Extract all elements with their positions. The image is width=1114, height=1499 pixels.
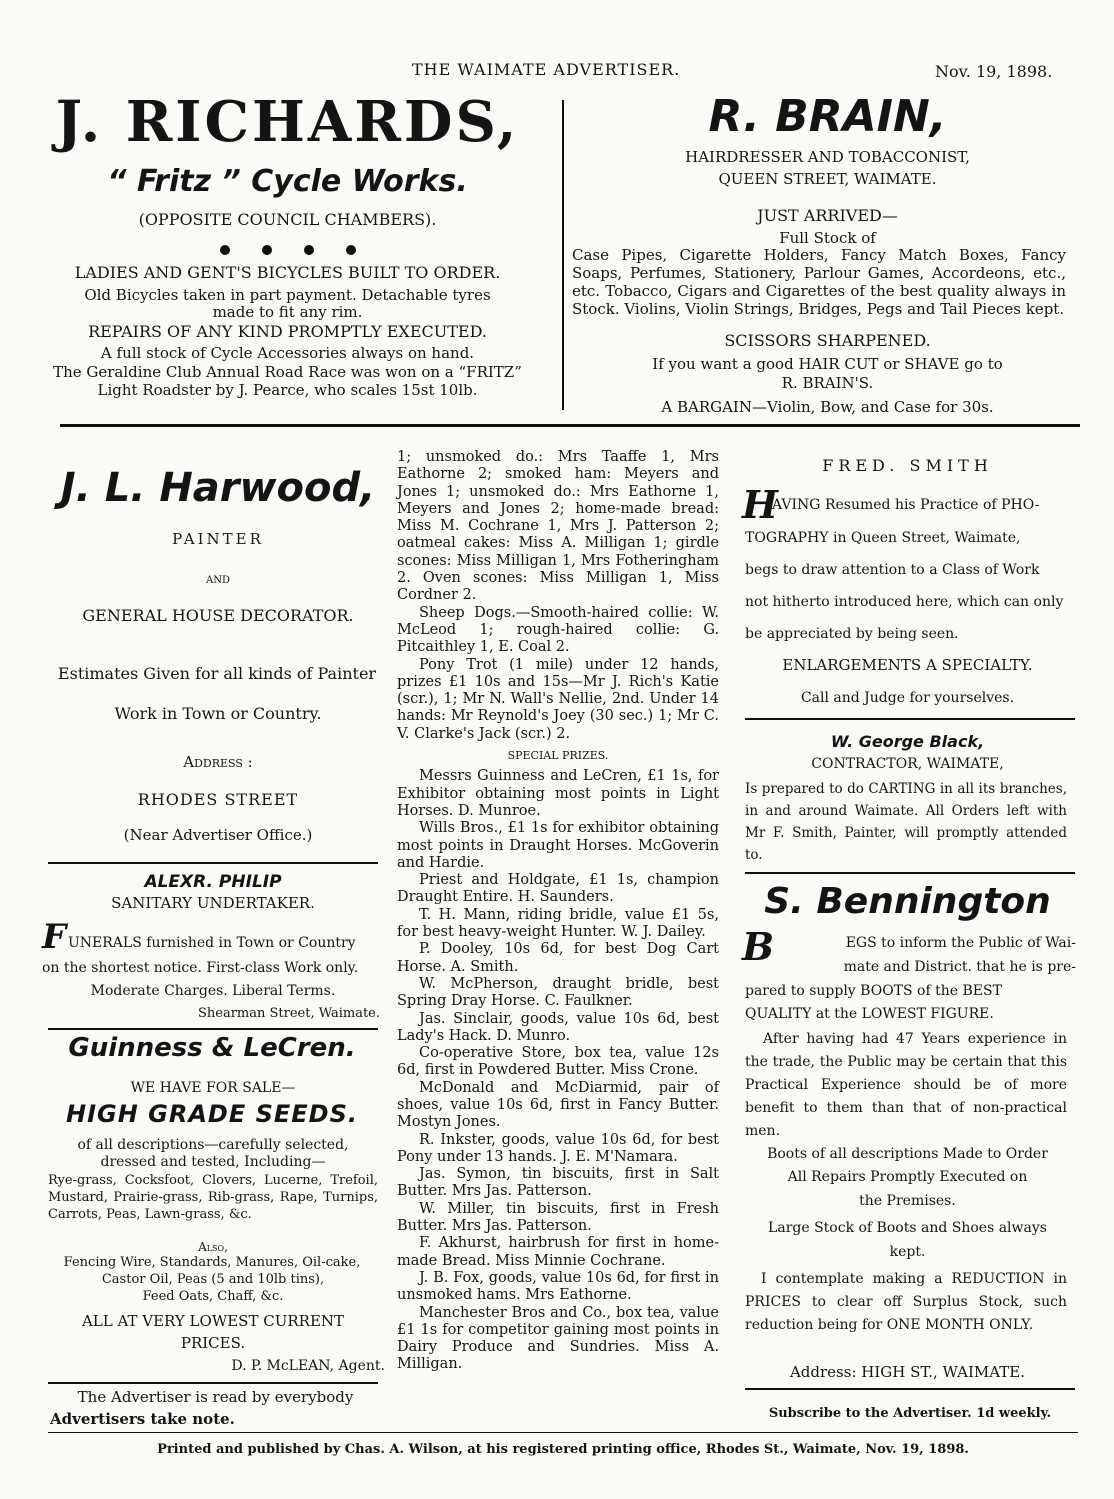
prize-para-pony-trot: Pony Trot (1 mile) under 12 hands, prizes £1 10s and 15s—Mr J. Rich's Katie (scr.), 1; Mr N. Wall's Nellie, 2nd. Under 14 hands: Mr Reynold's Joey (30 sec.) 1; Mr C. V. Clarke's Jack (scr.) 2. — [397, 656, 719, 742]
footer-rule — [48, 1432, 1078, 1433]
black-body: Is prepared to do CARTING in all its branches, in and around Waimate. All Orders left with Mr F. Smith, Painter, will promptly attended to. — [745, 781, 1067, 863]
richards-line3: made to fit any rim. — [212, 303, 363, 321]
harwood-and: AND — [206, 575, 230, 586]
richards-line7: Light Roadster by J. Pearce, who scales 15st 10lb. — [97, 381, 478, 399]
richards-ornament — [20, 240, 555, 259]
masthead-title: THE WAIMATE ADVERTISER. — [412, 60, 681, 79]
brain-haircut-line1: If you want a good HAIR CUT or SHAVE go to — [652, 355, 1003, 373]
rule-bennington — [745, 1388, 1075, 1390]
special-prize-3: Priest and Holdgate, £1 1s, champion Draught Entire. H. Saunders. — [397, 872, 719, 906]
bennington-reduction: I contemplate making a REDUCTION in PRICES to clear off Surplus Stock, such reduction being for ONE MONTH ONLY. — [745, 1271, 1067, 1333]
bennington-boots-line1: Boots of all descriptions Made to Order — [767, 1146, 1048, 1162]
guinness-fencing-line3: Feed Oats, Chaff, &c. — [142, 1289, 284, 1304]
bennington-intro-line2: mate and District. that he is pre- — [843, 959, 1076, 975]
special-prize-7: Jas. Sinclair, goods, value 10s 6d, best Lady's Hack. D. Munro. — [397, 1010, 719, 1044]
smith-name: FRED. SMITH — [822, 456, 993, 475]
column-divider-top — [562, 100, 564, 410]
smith-dropcap: H — [742, 482, 778, 527]
brain-stock-list: Case Pipes, Cigarette Holders, Fancy Match Boxes, Fancy Soaps, Perfumes, Stationery, Parlour Games, Accordeons, etc., etc. Tobacco, Cigars and Cigarettes of the best quality always in Stock. Violins, Violin Strings, Bridges, Pegs and Tail Pieces kept. — [572, 246, 1066, 318]
bennington-stock-line2: kept. — [889, 1244, 926, 1260]
special-prize-11: Jas. Symon, tin biscuits, first in Salt Butter. Mrs Jas. Patterson. — [397, 1166, 719, 1200]
special-prize-13: F. Akhurst, hairbrush for first in home-made Bread. Miss Minnie Cochrane. — [397, 1235, 719, 1269]
rule-smith — [745, 718, 1075, 720]
special-prize-14: J. B. Fox, goods, value 10s 6d, for first in unsmoked hams. Mrs Eathorne. — [397, 1269, 719, 1304]
guinness-seed-list: Rye-grass, Cocksfoot, Clovers, Lucerne, Trefoil, Mustard, Prairie-grass, Rib-grass, Rape, Turnips, Carrots, Peas, Lawn-grass, &c. — [48, 1173, 378, 1222]
special-prize-1: Messrs Guinness and LeCren, £1 1s, for Exhibitor obtaining most points in Light Horses. D. Munroe. — [397, 768, 719, 819]
special-prize-4: T. H. Mann, riding bridle, value £1 5s, for best heavy-weight Hunter. W. J. Dailey. — [397, 906, 719, 941]
brain-arrived: JUST ARRIVED— — [757, 206, 898, 225]
special-prize-6: W. McPherson, draught bridle, best Spring Dray Horse. C. Faulkner. — [397, 975, 719, 1010]
philip-line1: UNERALS furnished in Town or Country — [68, 935, 356, 951]
special-prize-10: R. Inkster, goods, value 10s 6d, for best Pony under 13 hands. J. E. M'Namara. — [397, 1131, 719, 1165]
black-trade: CONTRACTOR, WAIMATE, — [811, 756, 1004, 772]
special-prize-8: Co-operative Store, box tea, value 12s 6d, first in Powdered Butter. Miss Crone. — [397, 1045, 719, 1079]
special-prize-15: Manchester Bros and Co., box tea, value £1 1s for competitor gaining most points in Dairy Produce and Sundries. Miss A. Milligan. — [397, 1304, 719, 1373]
smith-enlargements: ENLARGEMENTS A SPECIALTY. — [782, 656, 1033, 674]
philip-line4: Shearman Street, Waimate. — [197, 1006, 380, 1021]
guinness-also: Also, — [198, 1240, 228, 1254]
rule-harwood — [48, 862, 378, 864]
advertiser-note-line2: Advertisers take note. — [50, 1410, 235, 1428]
special-prizes-heading: SPECIAL PRIZES. — [507, 749, 609, 763]
brain-scissors: SCISSORS SHARPENED. — [724, 331, 931, 350]
bennington-stock-line1: Large Stock of Boots and Shoes always — [768, 1220, 1047, 1236]
black-name: W. George Black, — [830, 732, 985, 751]
special-prize-2: Wills Bros., £1 1s for exhibitor obtaining most points in Draught Horses. McGoverin and Hardie. — [397, 820, 719, 871]
bennington-address: Address: HIGH ST., WAIMATE. — [789, 1363, 1026, 1381]
philip-trade: SANITARY UNDERTAKER. — [111, 894, 315, 912]
bennington-intro-line3: pared to supply BOOTS of the BEST — [745, 983, 1002, 999]
harwood-estimates-line1: Estimates Given for all kinds of Painter — [57, 664, 377, 683]
bennington-boots-line3: the Premises. — [859, 1193, 956, 1209]
prize-list — [397, 449, 719, 1374]
brain-full-stock: Full Stock of — [779, 229, 876, 247]
guinness-fencing-line1: Fencing Wire, Standards, Manures, Oil-cake, — [63, 1255, 361, 1270]
header-rule — [60, 424, 1080, 427]
richards-line6: The Geraldine Club Annual Road Race was won on a “FRITZ” — [53, 363, 522, 381]
bennington-experience: After having had 47 Years experience in the trade, the Public may be certain that this Practical Experience should be of more benefit to them than that of non-practical men. — [745, 1031, 1067, 1139]
rule-guinness — [48, 1382, 378, 1384]
harwood-painter: PAINTER — [172, 530, 264, 548]
rule-black — [745, 872, 1075, 874]
brain-street: QUEEN STREET, WAIMATE. — [718, 170, 937, 188]
prize-para-1: 1; unsmoked do.: Mrs Taaffe 1, Mrs Eathorne 2; smoked ham: Meyers and Jones 1; unsmoked do.: Mrs Eathorne 1, Meyers and Jones 2; home-made bread: Miss M. Cochrane 1, Mrs J. Patterson 2; oatmeal cakes: Miss A. Milligan 1; girdle scones: Miss Milligan 1, Mrs Fotheringham 2. Oven scones: Miss Milligan 1, Miss Cordner 2. — [397, 449, 719, 604]
guinness-desc-line2: dressed and tested, Including— — [100, 1154, 326, 1170]
brain-haircut-line2: R. BRAIN'S. — [781, 374, 874, 392]
bennington-boots-line2: All Repairs Promptly Executed on — [787, 1169, 1028, 1185]
guinness-seeds: HIGH GRADE SEEDS. — [66, 1100, 358, 1128]
smith-line1: AVING Resumed his Practice of PHO- — [772, 497, 1040, 513]
guinness-sale: WE HAVE FOR SALE— — [130, 1080, 296, 1096]
smith-line3: begs to draw attention to a Class of Work — [745, 562, 1040, 578]
brain-trade: HAIRDRESSER AND TOBACCONIST, — [685, 148, 970, 166]
smith-line2: TOGRAPHY in Queen Street, Waimate, — [745, 530, 1021, 546]
harwood-street: RHODES STREET — [137, 790, 299, 809]
bennington-name: S. Bennington — [764, 881, 1051, 922]
richards-opposite: (OPPOSITE COUNCIL CHAMBERS). — [138, 210, 437, 229]
guinness-lowest-line1: ALL AT VERY LOWEST CURRENT — [81, 1312, 345, 1330]
philip-dropcap: F — [42, 917, 67, 957]
philip-line2: on the shortest notice. First-class Work only. — [42, 960, 359, 976]
guinness-lowest-line2: PRICES. — [180, 1334, 246, 1352]
guinness-desc-line1: of all descriptions—carefully selected, — [77, 1137, 349, 1153]
brain-name: R. BRAIN, — [708, 91, 947, 142]
philip-name: ALEXR. PHILIP — [144, 872, 282, 892]
richards-line5: A full stock of Cycle Accessories always on hand. — [100, 344, 475, 362]
richards-works: “ Fritz ” Cycle Works. — [107, 164, 468, 199]
richards-line2: Old Bicycles taken in part payment. Detachable tyres — [84, 286, 491, 304]
printed-by-imprint: Printed and published by Chas. A. Wilson, at his registered printing office, Rhodes St., Waimate, Nov. 19, 1898. — [157, 1442, 969, 1457]
bennington-intro-line4: QUALITY at the LOWEST FIGURE. — [745, 1006, 994, 1022]
subscribe-notice: Subscribe to the Advertiser. 1d weekly. — [768, 1406, 1052, 1421]
smith-line4: not hitherto introduced here, which can only — [745, 594, 1064, 610]
special-prize-5: P. Dooley, 10s 6d, for best Dog Cart Horse. A. Smith. — [397, 941, 719, 975]
special-prize-12: W. Miller, tin biscuits, first in Fresh Butter. Mrs Jas. Patterson. — [397, 1200, 719, 1235]
bennington-dropcap: B — [742, 924, 775, 969]
harwood-near: (Near Advertiser Office.) — [123, 826, 313, 844]
smith-call: Call and Judge for yourselves. — [800, 690, 1015, 706]
prize-para-sheep-dogs: Sheep Dogs.—Smooth-haired collie: W. McLeod 1; rough-haired collie: G. Pitcaithley 1, E. Coal 2. — [397, 604, 719, 656]
masthead-date: Nov. 19, 1898. — [935, 62, 1053, 81]
harwood-estimates-line2: Work in Town or Country. — [114, 704, 322, 723]
guinness-fencing-line2: Castor Oil, Peas (5 and 10lb tins), — [101, 1272, 325, 1287]
rule-philip — [48, 1028, 378, 1030]
special-prize-9: McDonald and McDiarmid, pair of shoes, value 10s 6d, first in Fancy Butter. Mostyn Jones. — [397, 1079, 719, 1131]
bennington-intro-line1: EGS to inform the Public of Wai- — [845, 935, 1076, 951]
guinness-name: Guinness & LeCren. — [68, 1033, 356, 1063]
brain-bargain: A BARGAIN—Violin, Bow, and Case for 30s. — [661, 398, 994, 416]
richards-name: J. RICHARDS, — [55, 89, 520, 155]
harwood-address-label: Address : — [183, 753, 253, 771]
richards-line1: LADIES AND GENT'S BICYCLES BUILT TO ORDER. — [74, 263, 501, 282]
smith-line5: be appreciated by being seen. — [745, 626, 959, 642]
philip-line3: Moderate Charges. Liberal Terms. — [90, 983, 336, 999]
guinness-agent: D. P. McLEAN, Agent. — [231, 1358, 385, 1374]
harwood-name: J. L. Harwood, — [60, 465, 376, 511]
harwood-decorator: GENERAL HOUSE DECORATOR. — [82, 606, 354, 625]
advertiser-note-line1: The Advertiser is read by everybody — [77, 1388, 354, 1406]
richards-line4: REPAIRS OF ANY KIND PROMPTLY EXECUTED. — [88, 322, 487, 341]
